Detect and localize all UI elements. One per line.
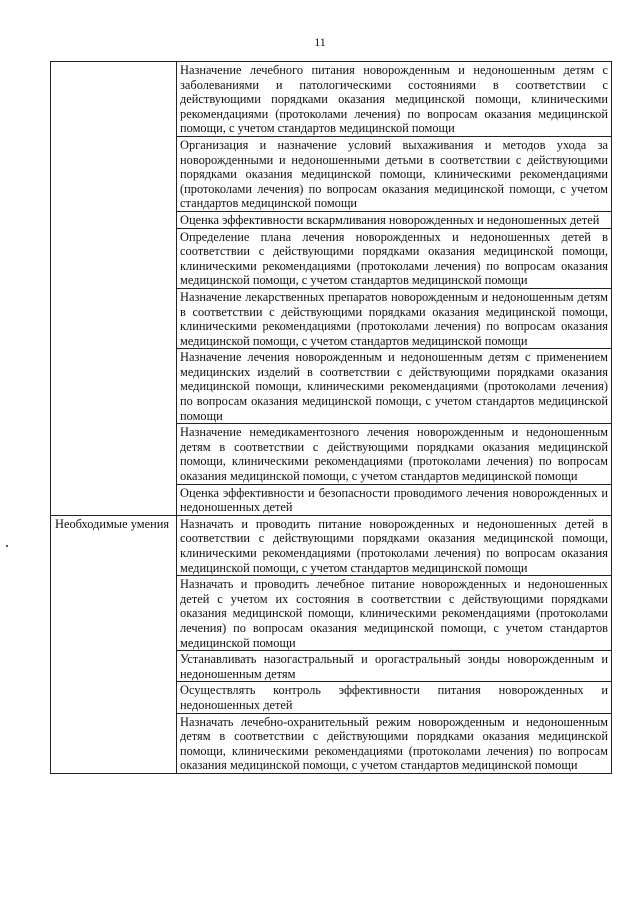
category-cell-skills: Необходимые умения xyxy=(51,515,177,773)
item-cell: Назначение лечебного питания новорожденным и недоношенным детям с заболеваниями и патологическими состояниями в соответствии с действующими порядками оказания медицинской помощи, клиническими рекомендациями (протоколами лечения) по вопросам оказания медицинской помощи, с учетом стандартов медицинской помощи xyxy=(177,62,612,137)
item-cell: Оценка эффективности и безопасности проводимого лечения новорожденных и недоношенных детей xyxy=(177,484,612,515)
item-cell: Организация и назначение условий выхаживания и методов ухода за новорожденными и недоношенными детьми в соответствии с действующими порядками оказания медицинской помощи, клиническими рекомендациями (протоколами лечения) по вопросам оказания медицинской помощи, с учетом стандартов медицинской помощи xyxy=(177,136,612,211)
item-cell: Назначение лечения новорожденным и недоношенным детям с применением медицинских изделий в соответствии с действующими порядками оказания медицинской помощи, клиническими рекомендациями (протоколами лечения) по вопросам оказания медицинской помощи, с учетом стандартов медицинской помощи xyxy=(177,349,612,424)
page-number: 11 xyxy=(314,35,326,49)
category-cell xyxy=(51,62,177,516)
table-row xyxy=(51,62,612,137)
item-cell: Назначать и проводить питание новорожденных и недоношенных детей в соответствии с действующими порядками оказания медицинской помощи, клиническими рекомендациями (протоколами лечения) по вопросам оказания медицинской помощи, с учетом стандартов медицинской помощи xyxy=(177,515,612,575)
item-cell: Назначать и проводить лечебное питание новорожденных и недоношенных детей с учетом их состояния в соответствии с действующими порядками оказания медицинской помощи, клиническими рекомендациями (протоколами лечения) по вопросам оказания медицинской помощи, с учетом стандартов медицинской помощи xyxy=(177,576,612,651)
table-row xyxy=(51,515,612,575)
table-body xyxy=(51,62,612,774)
item-cell: Назначение немедикаментозного лечения новорожденным и недоношенным детям в соответствии с действующими порядками оказания медицинской помощи, клиническими рекомендациями (протоколами лечения) по вопросам оказания медицинской помощи, с учетом стандартов медицинской помощи xyxy=(177,424,612,484)
margin-dot xyxy=(6,545,8,547)
item-cell: Оценка эффективности вскармливания новорожденных и недоношенных детей xyxy=(177,211,612,228)
item-cell: Определение плана лечения новорожденных и недоношенных детей в соответствии с действующими порядками оказания медицинской помощи, клиническими рекомендациями (протоколами лечения) по вопросам оказания медицинской помощи, с учетом стандартов медицинской помощи xyxy=(177,228,612,288)
item-cell: Устанавливать назогастральный и орогастральный зонды новорожденным и недоношенным детям xyxy=(177,651,612,682)
item-cell: Назначение лекарственных препаратов новорожденным и недоношенным детям в соответствии с действующими порядками оказания медицинской помощи, клиническими рекомендациями (протоколами лечения) по вопросам оказания медицинской помощи, с учетом стандартов медицинской помощи xyxy=(177,288,612,348)
item-cell: Осуществлять контроль эффективности питания новорожденных и недоношенных детей xyxy=(177,682,612,713)
requirements-table xyxy=(50,61,612,774)
item-cell: Назначать лечебно-охранительный режим новорожденным и недоношенным детям в соответствии с действующими порядками оказания медицинской помощи, клиническими рекомендациями (протоколами лечения) по вопросам оказания медицинской помощи, с учетом стандартов медицинской помощи xyxy=(177,713,612,773)
